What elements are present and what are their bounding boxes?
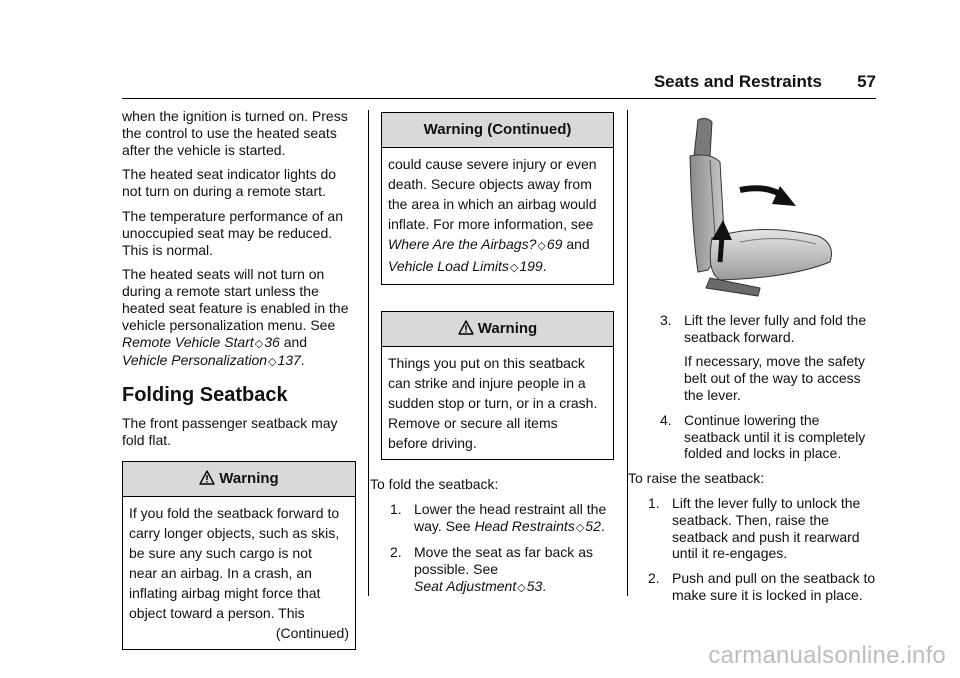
fold-intro: To fold the seatback:	[370, 476, 499, 492]
xref-where-are-airbags[interactable]: Where Are the Airbags?◇69	[388, 236, 563, 252]
seat-folding-illustration	[640, 112, 876, 302]
xref-vehicle-load-limits[interactable]: Vehicle Load Limits◇199.	[388, 258, 547, 274]
column-left	[122, 108, 356, 666]
page-reference-arrow-icon: ◇	[517, 581, 526, 594]
warning-continued-box	[381, 112, 614, 285]
list-item: 4. Continue lowering the seatback until it is completely folded and locks in place.	[660, 411, 866, 462]
paragraph: when the ignition is turned on. Press the control to use the heated seats after the vehicle is started.	[122, 108, 348, 158]
page-number: 57	[857, 72, 876, 91]
xref-head-restraints[interactable]: Head Restraints◇52.	[474, 517, 605, 534]
column-divider	[368, 110, 369, 596]
page-reference-arrow-icon: ◇	[509, 262, 519, 274]
page-reference-arrow-icon: ◇	[254, 337, 264, 350]
raise-intro: To raise the seatback:	[628, 470, 765, 487]
raise-steps	[628, 495, 876, 604]
warning-heading: Warning	[123, 462, 355, 497]
section-title: Folding Seatback	[122, 384, 288, 407]
xref-remote-vehicle-start[interactable]: Remote Vehicle Start◇36	[122, 333, 280, 350]
warning-continued-heading: Warning (Continued)	[382, 113, 613, 148]
paragraph: The temperature performance of an unoccupied seat may be reduced. This is normal.	[122, 207, 344, 258]
fold-steps-continued	[640, 312, 876, 462]
list-item: 1. Lower the head restraint all the way. See Head Restraints◇52.	[390, 500, 607, 534]
warning-box	[122, 461, 356, 650]
warning-triangle-icon	[199, 470, 215, 485]
warning-body: If you fold the seatback forward to carry longer objects, such as skis, be sure any such cargo is not near an airbag. In a crash, an inflating airbag might force that object toward a person. This (Continued)	[129, 504, 349, 641]
paragraph-remote-start: The heated seats will not turn on during a remote start unless the heated seat feature is enabled in the vehicle personalization menu. See Remote Vehicle Start◇36 and Vehicle Personalization◇137.	[122, 266, 349, 369]
page-header	[122, 72, 876, 96]
column-right	[628, 112, 876, 612]
header-rule	[122, 98, 876, 99]
column-middle	[370, 112, 614, 605]
page-reference-arrow-icon: ◇	[575, 521, 585, 534]
step-note: If necessary, move the safety belt out of the way to access the lever.	[684, 353, 866, 403]
paragraph: The heated seat indicator lights do not turn on during a remote start.	[122, 166, 337, 200]
warning-heading: Warning	[382, 312, 613, 347]
page-reference-arrow-icon: ◇	[537, 240, 546, 252]
warning-box	[381, 311, 614, 460]
continued-label: (Continued)	[275, 624, 349, 641]
xref-vehicle-personalization[interactable]: Vehicle Personalization◇137.	[122, 352, 305, 369]
paragraph: The front passenger seatback may fold flat.	[122, 415, 338, 448]
fold-steps	[370, 501, 614, 597]
warning-continued-body: could cause severe injury or even death. Secure objects away from the area in which an airbag would inflate. For more information, see Where Are the Airbags?◇69 and Vehicle Load Limits◇199.	[388, 156, 597, 274]
list-item: 2. Push and pull on the seatback to make sure it is locked in place.	[648, 570, 876, 603]
list-item: 3. Lift the lever fully and fold the seatback forward. If necessary, move the safety belt out of the way to access the lever.	[640, 312, 876, 404]
page-reference-arrow-icon: ◇	[268, 356, 277, 369]
watermark: carmanualsonline.info	[708, 642, 946, 669]
list-item: 2. Move the seat as far back as possible. See Seat Adjustment◇53.	[390, 544, 593, 594]
warning-body: Things you put on this seatback can strike and injure people in a sudden stop or turn, or in a crash. Remove or secure all items before driving.	[388, 355, 598, 451]
list-item: 1. Lift the lever fully to unlock the seatback. Then, raise the seatback and push it rearward until it re-engages.	[648, 494, 861, 562]
header-title: Seats and Restraints	[653, 72, 822, 91]
xref-seat-adjustment[interactable]: Seat Adjustment◇53.	[414, 577, 547, 594]
warning-triangle-icon	[458, 320, 474, 335]
